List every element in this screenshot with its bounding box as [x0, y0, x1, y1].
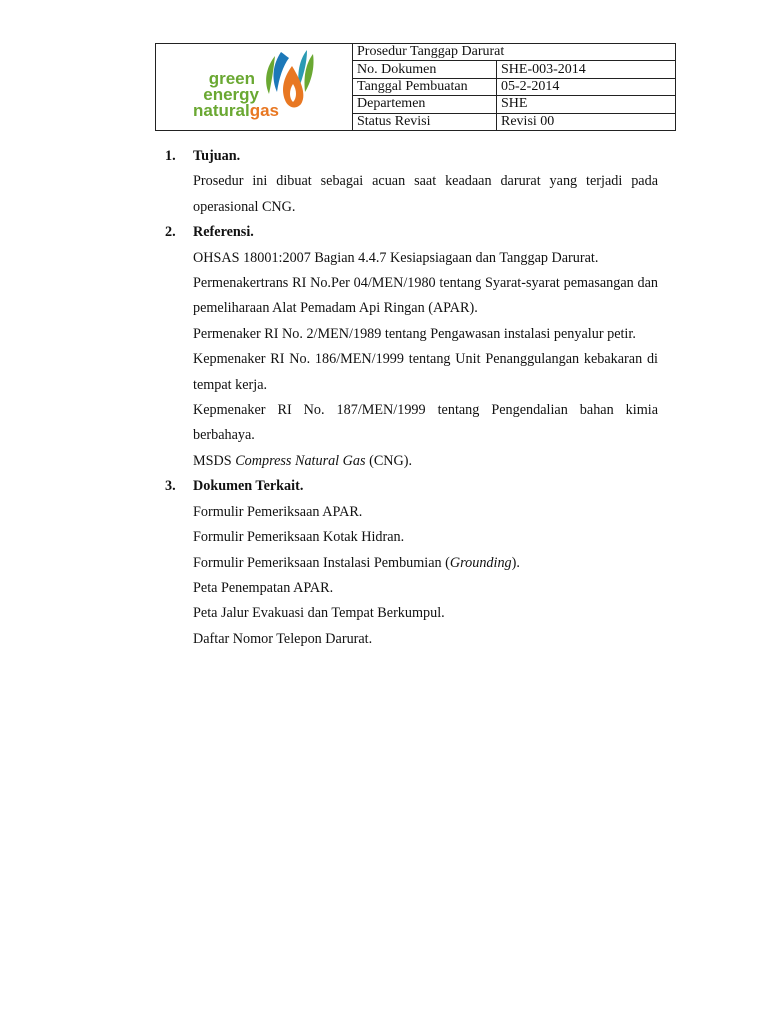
related-doc-item-grounding: [193, 551, 658, 576]
reference-item: Kepmenaker RI No. 187/MEN/1999 tentang Pengendalian bahan kimia berbahaya.: [193, 402, 658, 444]
section-title: Dokumen Terkait.: [193, 478, 304, 495]
related-doc-item: Daftar Nomor Telepon Darurat.: [193, 630, 373, 647]
related-doc-item: Peta Jalur Evakuasi dan Tempat Berkumpul.: [193, 605, 445, 622]
logo-word-green: green: [208, 69, 255, 88]
section-title: Referensi.: [193, 224, 254, 241]
grounding-prefix: Formulir Pemeriksaan Instalasi Pembumian (: [193, 554, 450, 571]
header-label-doc-number: No. Dokumen: [353, 61, 497, 78]
related-doc-item: Peta Penempatan APAR.: [193, 579, 334, 596]
reference-item-msds: [193, 449, 658, 474]
logo-word-gas: gas: [249, 101, 279, 120]
header-label-department: Departemen: [353, 96, 497, 113]
header-label-revision-status: Status Revisi: [353, 113, 497, 130]
header-label-created-date: Tanggal Pembuatan: [353, 78, 497, 95]
related-doc-item: Formulir Pemeriksaan APAR.: [193, 503, 363, 520]
msds-suffix: (CNG).: [365, 452, 413, 469]
header-value-department: SHE: [497, 96, 676, 113]
section-heading: [165, 144, 658, 169]
reference-item: Permenakertrans RI No.Per 04/MEN/1980 tentang Syarat-syarat pemasangan dan pemeliharaan Alat Pemadam Api Ringan (APAR).: [193, 275, 658, 317]
msds-italic: Compress Natural Gas: [235, 452, 366, 469]
grounding-italic: Grounding: [449, 554, 512, 571]
logo-cell: [156, 44, 353, 131]
section-purpose: [165, 144, 658, 220]
related-doc-item: Formulir Pemeriksaan Kotak Hidran.: [193, 529, 405, 546]
svg-text:naturalgas: [193, 101, 279, 120]
section-title: Tujuan.: [193, 148, 241, 164]
document-header-table: [155, 43, 676, 131]
purpose-paragraph: Prosedur ini dibuat sebagai acuan saat keadaan darurat yang terjadi pada operasional CNG.: [193, 173, 658, 215]
msds-prefix: MSDS: [193, 452, 236, 469]
section-number: 2.: [165, 224, 176, 241]
reference-item: Kepmenaker RI No. 186/MEN/1999 tentang Unit Penanggulangan kebakaran di tempat kerja.: [193, 351, 658, 393]
section-number: 3.: [165, 478, 176, 495]
header-value-doc-number: SHE-003-2014: [497, 61, 676, 78]
logo-word-energy: energy: [203, 85, 259, 104]
reference-item: Permenaker RI No. 2/MEN/1989 tentang Pengawasan instalasi penyalur petir.: [193, 325, 636, 342]
grounding-suffix: ).: [511, 554, 520, 571]
section-references: [165, 220, 658, 474]
section-related-documents: [165, 474, 658, 652]
reference-item: OHSAS 18001:2007 Bagian 4.4.7 Kesiapsiagaan dan Tanggap Darurat.: [193, 249, 599, 266]
section-heading: [165, 220, 658, 245]
document-title: Prosedur Tanggap Darurat: [353, 44, 676, 61]
document-body: [165, 144, 658, 652]
section-heading: [165, 474, 658, 499]
company-logo: [189, 48, 319, 126]
header-value-revision-status: Revisi 00: [497, 113, 676, 130]
logo-word-natural: natural: [193, 101, 250, 120]
header-value-created-date: 05-2-2014: [497, 78, 676, 95]
section-number: 1.: [165, 148, 176, 164]
